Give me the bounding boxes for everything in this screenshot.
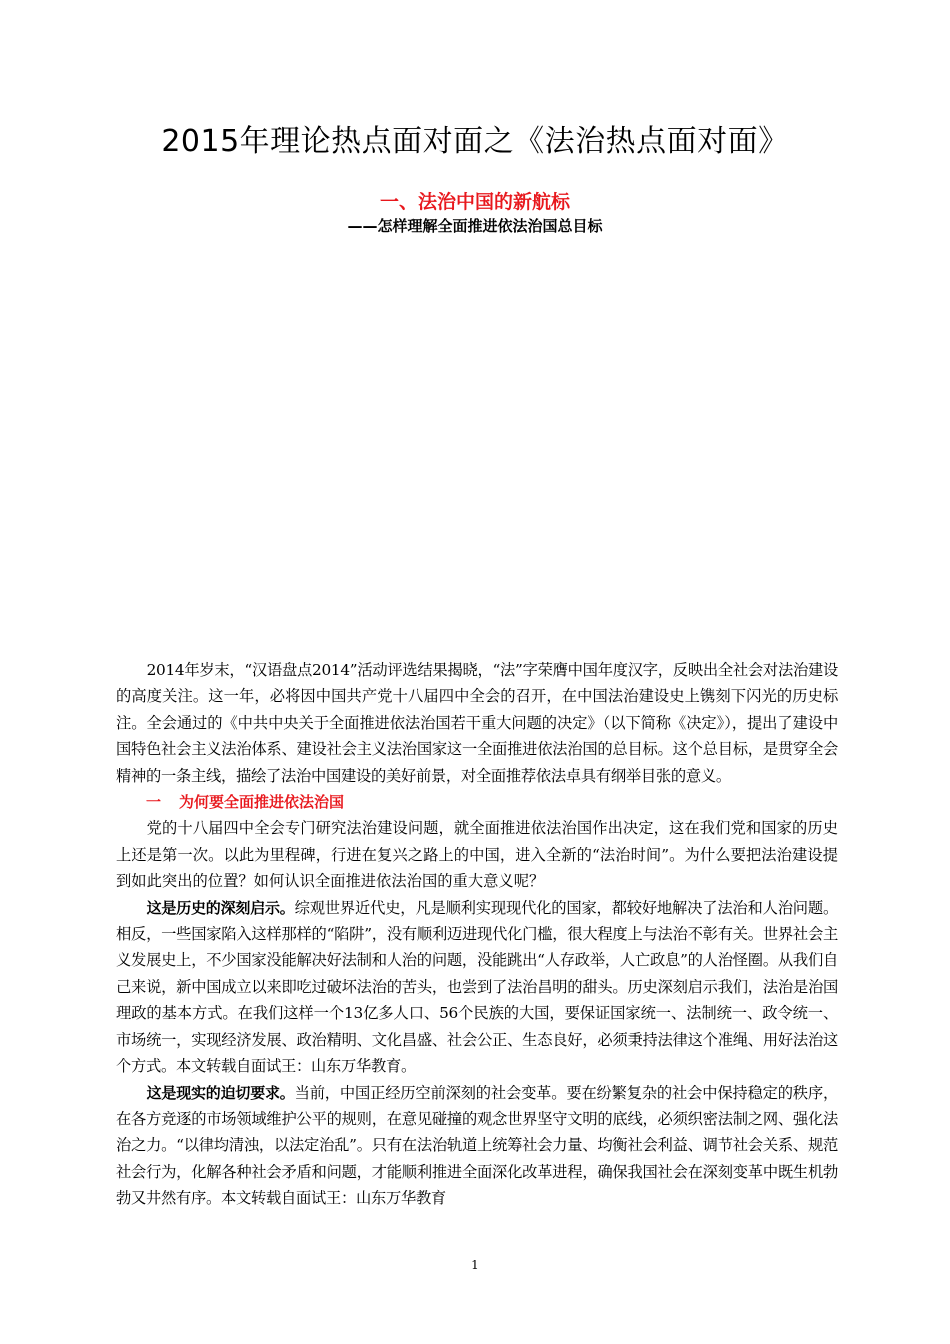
paragraph-history-text: 综观世界近代史，凡是顺利实现现代化的国家，都较好地解决了法治和人治问题。相反，一些国家陷入这样那样的“陷阱”，没有顺利迈进现代化门槛，很大程度上与法治不彰有关。世界社会主义发展史上，不少国家没能解决好法制和人治的问题，没能跳出“人存政举，人亡政息”的人治怪圈。从我们自己来说，新中国成立以来即吃过破坏法治的苦头，也尝到了法治昌明的甜头。历史深刻启示我们，法治是治国理政的基本方式。在我们这样一个13亿多人口、56个民族的大国，要保证国家统一、法制统一、政令统一、市场统一，实现经济发展、政治精明、文化昌盛、社会公正、生态良好，必须秉持法律这个准绳、用好法治这个方式。本文转载自面试王：山东万华教育。 <box>116 898 838 1076</box>
paragraph-intro: 2014年岁末，“汉语盘点2014”活动评选结果揭晓，“法”字荣膺中国年度汉字，反映出全社会对法治建设的高度关注。这一年，必将因中国共产党十八届四中全会的召开，在中国法治建设史上镌刻下闪光的历史标注。全会通过的《中共中央关于全面推进依法治国若干重大问题的决定》（以下简称《决定》），提出了建设中国特色社会主义法治体系、建设社会主义法治国家这一全面推进依法治国的总目标。这个总目标，是贯穿全会精神的一条主线，描绘了法治中国建设的美好前景，对全面推荐依法卓具有纲举目张的意义。 <box>116 661 838 785</box>
paragraph-history <box>116 895 838 1080</box>
paragraph-reality <box>116 1080 838 1212</box>
section-title: 一、法治中国的新航标 <box>379 191 570 213</box>
document-body <box>116 657 838 1212</box>
paragraph-reality-lead: 这是现实的迫切要求。 <box>146 1083 295 1102</box>
section-subtitle: ——怎样理解全面推进依法治国总目标 <box>347 217 603 235</box>
subheading-text: 为何要全面推进依法治国 <box>179 793 345 812</box>
paragraph-reality-text: 当前，中国正经历空前深刻的社会变革。要在纷繁复杂的社会中保持稳定的秩序，在各方竞逐的市场领域维护公平的规则，在意见碰撞的观念世界坚守文明的底线，必须织密法制之网、强化法治之力。“以律均清浊，以法定治乱”。只有在法治轨道上统筹社会力量、均衡社会利益、调节社会关系、规范社会行为，化解各种社会矛盾和问题，才能顺利推进全面深化改革进程，确保我国社会在深刻变革中既生机勃勃又井然有序。本文转载自面试王：山东万华教育 <box>116 1083 838 1208</box>
page-number: 1 <box>471 1258 479 1272</box>
document-title: 2015年理论热点面对面之《法治热点面对面》 <box>161 124 789 159</box>
subheading-number: 一 <box>146 793 162 812</box>
paragraph-history-lead: 这是历史的深刻启示。 <box>146 898 295 917</box>
subheading <box>116 789 838 815</box>
paragraph-why: 党的十八届四中全会专门研究法治建设问题，就全面推进依法治国作出决定，这在我们党和国家的历史上还是第一次。以此为里程碑，行进在复兴之路上的中国，进入全新的“法治时间”。为什么要把法治建设提到如此突出的位置？如何认识全面推进依法治国的重大意义呢？ <box>116 819 838 891</box>
